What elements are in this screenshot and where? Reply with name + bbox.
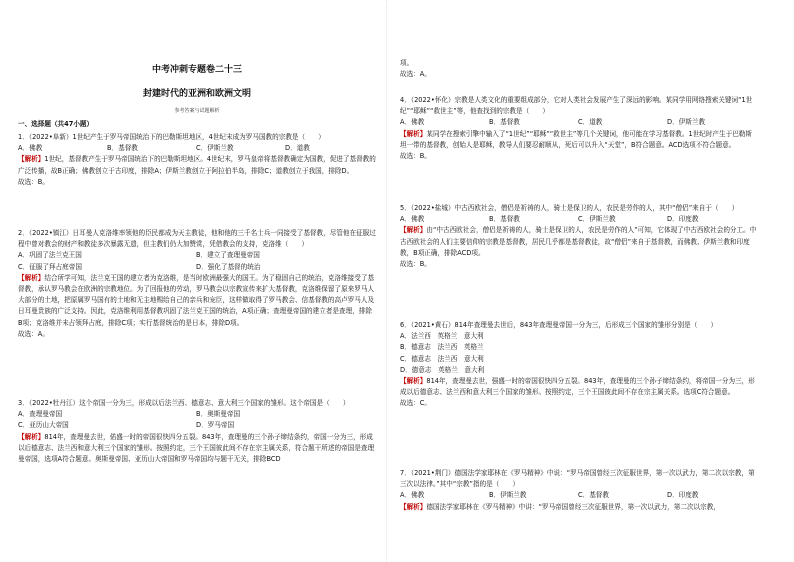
option-d: D．德意志 英格兰 意大利 [400, 365, 485, 374]
analysis: 【解析】1世纪，基督教产生于罗马帝国统治下的巴勒斯坦地区。4世纪末，罗马皇帝将基督教确定为国教，促进了基督教的广泛传播，故B正确；佛教创立于古印度，排除A；伊斯兰教创立于阿拉伯半岛，排除C；道教创立于我国，排除D。 [18, 155, 376, 175]
analysis: 【解析】814年，查理曼去世，偌盛一时的帝国很快四分五裂。843年，查理曼的三个孙子缔结条约，帝国一分为三，形成以后德意志、法兰西和意大利三个国家的雏形。按照约定，三个王国彼此间不存在宗主属关系，符合题干所述的帝国是查理曼帝国，选项A符合题意。奥斯曼帝国、亚历山大帝国和罗马帝国均与题干无关，排除BCD [18, 432, 375, 464]
analysis: 【解析】结合所学可知，法兰克王国的建立者为克洛维，是当时欧洲最强大的国王。为了稳固自己的统治，克洛维接受了基督教，承认罗马教会在欧洲的宗教地位。为了回报他的劳动，罗马教会以宗教宣传来扩大基督教，克洛维保留了原来罗马人大部分的土地，把原属罗马国有的土地和无主地赐给自己的亲兵和宠臣，这样做取得了罗马教会、信基督教的高卢罗马人及日耳曼贵族的广泛支持。因此，克洛维利用基督教巩固了法兰克王国的统治，A项正确；查理曼帝国的建立者是查理，排除B项；克洛维并未占领拜占庭，排除C项；实行基督统治的是日本，排除D项。 [18, 273, 375, 327]
question-stem: 3．（2022•牡丹江）这个帝国一分为三，形成以后法兰西、德意志、意大利三个国家的雏形。这个帝国是（ ） [18, 399, 350, 407]
question-2 [18, 228, 376, 340]
question-4 [400, 95, 758, 162]
analysis: 【解析】由“中古西欧社会，僧侣是祈祷的人，骑士是保卫的人，农民是劳作的人”可知，它体现了中古西欧社会的分工。中古西欧社会的人们主要信仰的宗教是基督教，居民几乎都是基督教徒，故“僧侣”来自于基督教，而佛教、伊斯兰教和印度教，B项正确，排除ACD项。 [400, 226, 757, 257]
question-3-tail [400, 58, 758, 80]
option-a: A．佛教 [400, 118, 425, 127]
analysis-tag: 【解析】 [18, 273, 45, 282]
option-d: D．印度教 [667, 491, 699, 500]
option-c: C．伊斯兰教 [578, 215, 616, 224]
option-c: C．亚历山大帝国 [18, 421, 69, 430]
answer: 故选：A。 [18, 329, 49, 338]
options [18, 250, 376, 272]
options [400, 490, 758, 501]
question-stem: 1．（2022•阜新）1世纪产生于罗马帝国统治下的巴勒斯坦地区，4世纪末成为罗马国教的宗教是（ ） [18, 133, 325, 141]
answer: 故选：A。 [400, 70, 431, 79]
doc-subtitle: 封建时代的亚洲和欧洲文明 [142, 89, 251, 99]
options [400, 117, 758, 128]
answer: 故选：B。 [400, 260, 431, 269]
analysis-tag: 【解析】 [400, 226, 427, 235]
option-b: B．建立了查理曼帝国 [196, 251, 260, 260]
analysis-tag: 【解析】 [18, 155, 45, 164]
question-stem: 7．（2021•荆门）德国法学家耶林在《罗马精神》中说：“罗马帝国曾经三次征服世界，第一次以武力，第二次以宗教，第三次以法律。”其中“宗教”指的是（ ） [400, 469, 755, 489]
options [18, 143, 376, 154]
option-b: B．基督教 [489, 118, 520, 127]
option-d: D．强化了基督的统治 [196, 262, 261, 271]
option-a: A．佛教 [400, 215, 425, 224]
section-heading: 一、选择题（共47小题） [18, 120, 94, 128]
doc-title: 中考冲刺专题卷二十三 [151, 65, 242, 75]
question-6 [400, 320, 758, 410]
option-c: C．道教 [578, 118, 603, 127]
answer: 故选：C。 [400, 399, 431, 408]
question-3 [18, 398, 376, 465]
option-c: C．德意志 法兰西 意大利 [400, 354, 484, 363]
option-c: C．基督教 [578, 491, 609, 500]
option-a: A．佛教 [18, 144, 43, 153]
question-stem: 6．（2021•黄石）814年查理曼去世后，843年查理曼帝国一分为三，后形成三个国家的雏形分别是（ ） [400, 321, 718, 329]
answer: 故选：B。 [18, 177, 49, 186]
option-d: D．道教 [285, 144, 310, 153]
option-d: D．罗马帝国 [196, 421, 235, 430]
option-d: D．印度教 [667, 215, 699, 224]
option-c: C．征服了拜占庭帝国 [18, 262, 82, 271]
question-7 [400, 468, 758, 513]
option-b: B．伊斯兰教 [489, 491, 527, 500]
analysis: 【解析】某同学在搜索引擎中输入了“1世纪”“耶稣”“救世主”等几个关键词，他可能在学习基督教。1世纪时产生于巴勒斯坦一带的基督教，创始人是耶稣，教导人们要忍耐顺从，死后可以升入“天堂”，B符合题意。ACD选项不符合题意。 [400, 129, 752, 149]
analysis: 【解析】德国法学家耶林在《罗马精神》中讲：“罗马帝国曾经三次征服世界，第一次以武力，第二次以宗教， [400, 502, 720, 511]
option-a: A．佛教 [400, 491, 425, 500]
column-divider [386, 0, 387, 562]
options [400, 214, 758, 225]
question-1 [18, 132, 376, 188]
option-b: B．奥斯曼帝国 [196, 410, 241, 419]
option-c: C．伊斯兰教 [196, 144, 234, 153]
option-b: B．德意志 法兰西 英格兰 [400, 343, 484, 352]
analysis-tag: 【解析】 [400, 502, 427, 511]
option-a: A．巩固了法兰克王国 [18, 251, 82, 260]
option-a: A．查理曼帝国 [18, 410, 63, 419]
question-stem: 4．（2022•怀化）宗教是人类文化的重要组成部分，它对人类社会发展产生了深远的影响。某同学用网络搜索关键词“1世纪”“耶稣”“救世主”等，他查找到的宗教是（ ） [400, 96, 753, 116]
option-b: B．基督教 [489, 215, 520, 224]
analysis-tag: 【解析】 [400, 377, 427, 386]
question-5 [400, 203, 758, 270]
question-stem: 2．（2022•镇江）日耳曼人克洛维率领他的臣民都成为天主教徒，他和他的三千名士兵一同接受了基督教，尽管他在征服过程中曾对教会的财产和教徒多次暴露无遗，但主教们仍大加赞赏，凭借教会的支持，克洛维（ ） [18, 229, 376, 249]
question-stem: 5．（2022•盐城）中古西欧社会，僧侣是祈祷的人，骑士是保卫的人，农民是劳作的人，其中“僧侣”来自于（ ） [400, 204, 739, 212]
analysis-tag: 【解析】 [18, 432, 45, 441]
options [18, 409, 376, 431]
option-b: B．基督教 [107, 144, 138, 153]
analysis-tag: 【解析】 [400, 129, 427, 138]
options [400, 331, 758, 376]
option-a: A．法兰西 英格兰 意大利 [400, 332, 484, 341]
analysis-tail: 项。 [400, 59, 414, 67]
answer: 故选：B。 [400, 152, 431, 161]
doc-note: 参考答案与试题解析 [174, 108, 220, 114]
analysis: 【解析】814年，查理曼去世，强盛一时的帝国很快四分五裂。843年，查理曼的三个孙子缔结条约，将帝国一分为三，形成以后德意志、法兰西和意大利三个国家的雏形。按照约定，三个王国彼此间不存在宗主属关系。选项C符合题意。 [400, 377, 755, 397]
option-d: D．伊斯兰教 [667, 118, 706, 127]
